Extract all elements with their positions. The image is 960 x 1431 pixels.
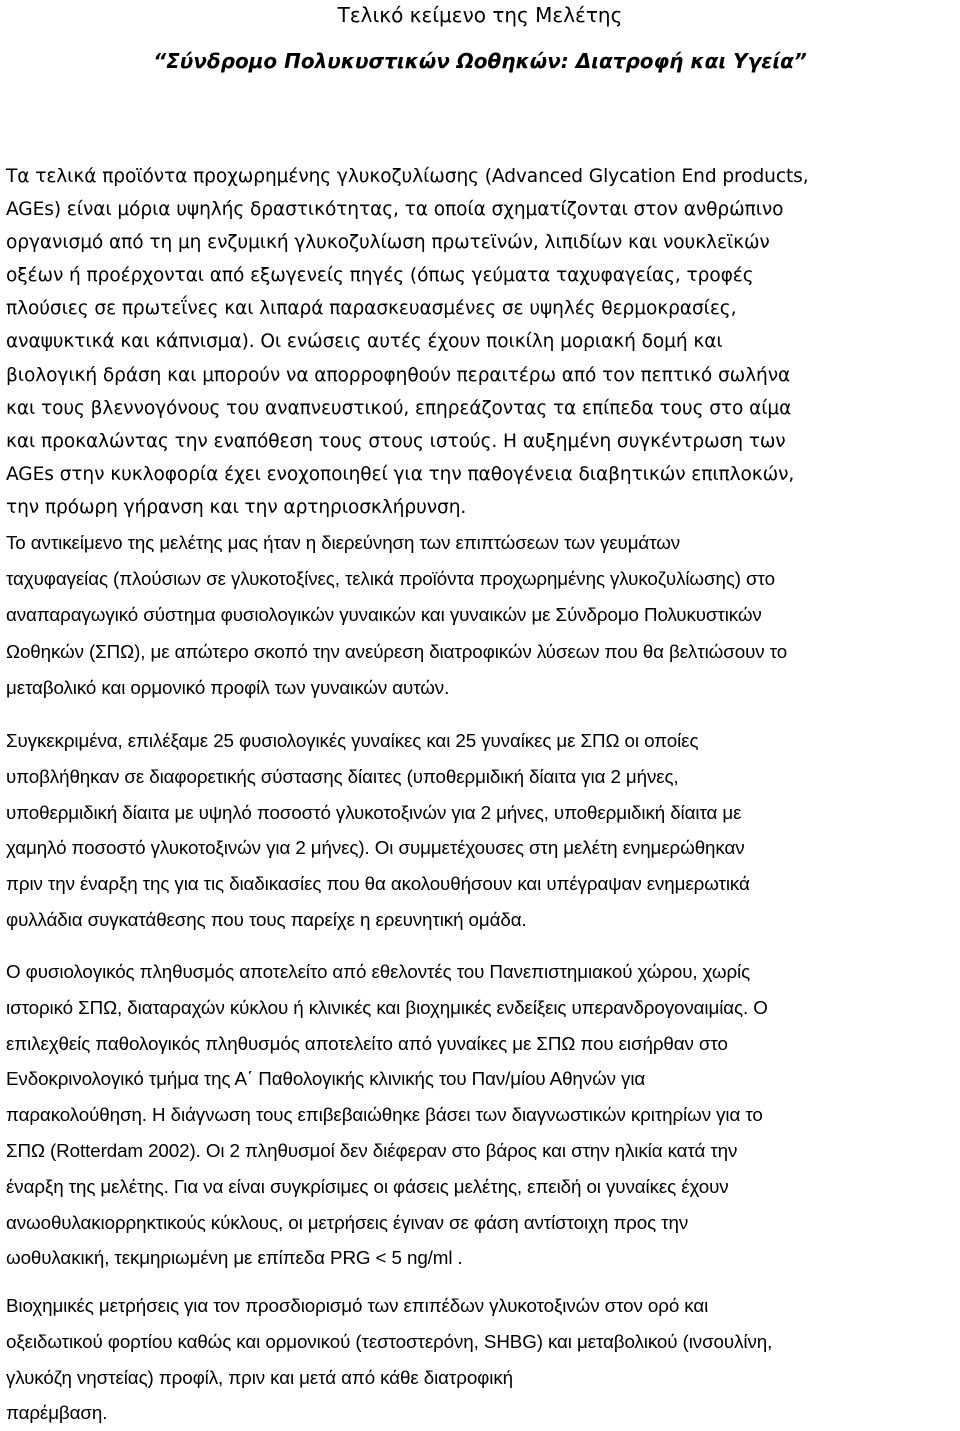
text-line: οργανισμό από τη μη ενζυμική γλυκοζυλίωση πρωτεϊνών, λιπιδίων και νουκλεϊκών [6,232,770,254]
text-line: επιλεχθείς παθολογικός πληθυσμός αποτελείτο από γυναίκες με ΣΠΩ που εισήρθαν στο [6,1032,728,1054]
text-line: ΣΠΩ (Rotterdam 2002). Οι 2 πληθυσμοί δεν διέφεραν στο βάρος και στην ηλικία κατά την [6,1139,738,1161]
text-line: AGEs στην κυκλοφορία έχει ενοχοποιηθεί για την παθογένεια διαβητικών επιπλοκών, [6,463,795,485]
text-line: χαμηλό ποσοστό γλυκοτοξινών για 2 μήνες). Οι συμμετέχουσες στη μελέτη ενημερώθηκαν [6,837,745,859]
document-title: Τελικό κείμενο της Μελέτης [337,3,623,27]
text-line: και τους βλεννογόνους του αναπνευστικού, επηρεάζοντας τα επίπεδα τους στο αίμα [6,397,792,419]
text-line: αναπαραγωγικό σύστημα φυσιολογικών γυναικών και γυναικών με Σύνδρομο Πολυκυστικών [6,604,762,626]
text-line: υποβλήθηκαν σε διαφορετικής σύστασης δίαιτες (υποθερμιδική δίαιτα για 2 μήνες, [6,765,679,787]
text-line: γλυκόζη νηστείας) προφίλ, πριν και μετά από κάθε διατροφική [6,1366,513,1388]
text-line: βιολογική δράση και μπορούν να απορροφηθούν περαιτέρω από τον πεπτικό σωλήνα [6,364,791,386]
text-line: έναρξη της μελέτης. Για να είναι συγκρίσιμες οι φάσεις μελέτης, επειδή οι γυναίκες έχουν [6,1175,729,1197]
text-line: αναψυκτικά και κάπνισμα). Οι ενώσεις αυτές έχουν ποικίλη μοριακή δομή και [6,331,723,353]
text-line: παρέμβαση. [6,1402,108,1424]
text-line: ωοθυλακική, τεκμηριωμένη με επίπεδα PRG < 5 ng/ml . [6,1247,463,1269]
text-line: φυλλάδια συγκατάθεσης που τους παρείχε η ερευνητική ομάδα. [6,908,527,930]
text-line: και προκαλώντας την εναπόθεση τους στους ιστούς. Η αυξημένη συγκέντρωση των [6,430,786,452]
text-line: υποθερμιδική δίαιτα με υψηλό ποσοστό γλυκοτοξινών για 2 μήνες, υποθερμιδική δίαιτα με [6,801,742,823]
text-line: πλούσιες σε πρωτεΐνες και λιπαρά παρασκευασμένες σε υψηλές θερμοκρασίες, [6,298,737,320]
text-line: μεταβολικό και ορμονικό προφίλ των γυναικών αυτών. [6,676,450,698]
text-line: AGEs) είναι μόρια υψηλής δραστικότητας, τα οποία σχηματίζονται στον ανθρώπινο [6,199,784,221]
paragraph-study-objective [6,525,956,706]
paragraph-population [6,954,956,1276]
text-line: Βιοχημικές μετρήσεις για τον προσδιορισμό των επιπέδων γλυκοτοξινών στον ορό και [6,1295,709,1316]
text-line: Συγκεκριμένα, επιλέξαμε 25 φυσιολογικές γυναίκες και 25 γυναίκες με ΣΠΩ οι οποίες [6,730,699,751]
text-line: την πρόωρη γήρανση και την αρτηριοσκλήρυνση. [6,496,467,518]
text-line: ταχυφαγείας (πλούσιων σε γλυκοτοξίνες, τελικά προϊόντα προχωρημένης γλυκοζυλίωσης) στο [6,568,775,590]
text-line: οξέων ή προέρχονται από εξωγενείς πηγές (όπως γεύματα ταχυφαγείας, τροφές [6,265,754,287]
text-line: Ο φυσιολογικός πληθυσμός αποτελείτο από εθελοντές του Πανεπιστημιακού χώρου, χωρίς [6,961,751,982]
text-line: ιστορικό ΣΠΩ, διαταραχών κύκλου ή κλινικές και βιοχημικές ενδείξεις υπερανδρογοναιμίας. Ο [6,996,768,1018]
text-line: Τα τελικά προϊόντα προχωρημένης γλυκοζυλίωσης (Advanced Glycation End products, [6,166,809,187]
document-subtitle: “Σύνδρομο Πολυκυστικών Ωοθηκών: Διατροφή και Υγεία” [153,49,807,73]
text-line: Ενδοκρινολογικό τμήμα της Α΄ Παθολογικής κλινικής του Παν/μίου Αθηνών για [6,1068,646,1090]
paragraph-study-design [6,723,956,938]
text-line: Το αντικείμενο της μελέτης μας ήταν η διερεύνηση των επιπτώσεων των γευμάτων [6,532,681,553]
text-line: παρακολούθηση. Η διάγνωση τους επιβεβαιώθηκε βάσει των διαγνωστικών κριτηρίων για το [6,1104,763,1126]
text-line: οξειδωτικού φορτίου καθώς και ορμονικού (τεστοστερόνη, SHBG) και μεταβολικού (ινσουλίνη, [6,1330,773,1352]
text-line: πριν την έναρξη της για τις διαδικασίες που θα ακολουθήσουν και υπέγραψαν ενημερωτικά [6,873,750,895]
text-line: Ωοθηκών (ΣΠΩ), με απώτερο σκοπό την ανεύρεση διατροφικών λύσεων που θα βελτιώσουν το [6,640,788,662]
paragraph-biochemical-measurements [6,1288,956,1431]
text-line: ανωοθυλακιορρηκτικούς κύκλους, οι μετρήσεις έγιναν σε φάση αντίστοιχη προς την [6,1211,689,1233]
paragraph-ages-intro [6,160,956,524]
